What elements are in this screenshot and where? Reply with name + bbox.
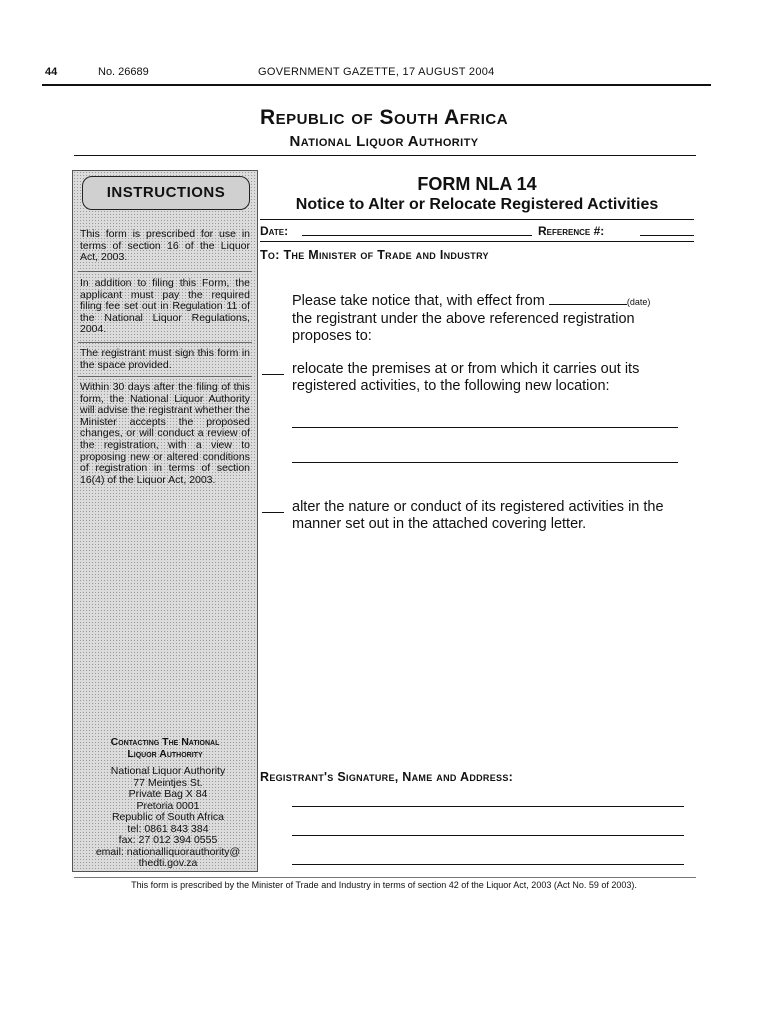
contact-line: email: nationalliquorauthority@ — [95, 845, 241, 858]
contact-details — [78, 766, 258, 870]
contact-line: Republic of South Africa — [111, 811, 225, 823]
alter-option-text: alter the nature or conduct of its registered activities in the manner set out in the attached covering letter. — [292, 499, 664, 532]
issue-number: No. 26689 — [98, 66, 149, 78]
contact-line: Private Bag X 84 — [128, 788, 208, 800]
contact-title-line: Liquor Authority — [127, 748, 203, 760]
instruction-paragraph: In addition to filing this Form, the applicant must pay the required filing fee set out in Regulation 11 of the National Liquor Regulations, 2004. — [80, 277, 250, 336]
new-location-line[interactable] — [292, 462, 678, 463]
republic-title: Republic of South Africa — [259, 106, 509, 129]
reference-field[interactable] — [640, 235, 694, 236]
sidebar-divider — [78, 342, 252, 343]
instruction-paragraph: The registrant must sign this form in the space provided. — [80, 347, 250, 371]
instruction-paragraph: Within 30 days after the filing of this form, the National Liquor Authority will advise the registrant whether the Minister accepts the proposed changes, or will conduct a review of the registration, with a view to proposing new or altered conditions of registration in terms of section 16(4) of the Liquor Act, 2003. — [80, 381, 250, 486]
contact-line: 77 Meintjes St. — [133, 776, 203, 789]
new-location-line[interactable] — [292, 427, 678, 428]
reference-label: Reference #: — [538, 224, 605, 238]
instructions-heading: INSTRUCTIONS — [82, 176, 250, 210]
contact-line: thedti.gov.za — [138, 857, 198, 869]
effective-date-field[interactable] — [549, 292, 627, 305]
header-rule — [42, 84, 711, 86]
contact-title-line: Contacting The National — [110, 736, 220, 748]
date-field[interactable] — [302, 235, 532, 236]
date-hint: (date) — [626, 297, 651, 307]
signature-line[interactable] — [292, 806, 684, 807]
footer-rule — [74, 877, 696, 878]
notice-part2: the registrant under the above referenced registration proposes to: — [292, 311, 635, 344]
form-subtitle: Notice to Alter or Relocate Registered Activities — [295, 196, 659, 213]
notice-part1: Please take notice that, with effect from — [292, 293, 545, 309]
sidebar-divider — [78, 271, 252, 272]
alter-checkbox[interactable] — [262, 512, 284, 513]
relocate-checkbox[interactable] — [262, 374, 284, 375]
contact-title — [78, 736, 252, 760]
signature-label: Registrant's Signature, Name and Address: — [260, 770, 514, 784]
title-rule — [74, 155, 696, 156]
contact-line: Pretoria 0001 — [136, 799, 200, 812]
sidebar-divider — [78, 376, 252, 377]
authority-title: National Liquor Authority — [289, 133, 479, 150]
form-rule — [260, 219, 694, 220]
contact-line: National Liquor Authority — [110, 765, 226, 777]
footer-text: This form is prescribed by the Minister of Trade and Industry in terms of section 42 of the Liquor Act, 2003 (Act No. 59 of 2003). — [131, 880, 637, 890]
date-label: Date: — [260, 224, 289, 238]
address-line[interactable] — [292, 864, 684, 865]
contact-line: tel: 0861 843 384 — [127, 822, 209, 835]
instruction-paragraph: This form is prescribed for use in terms of section 16 of the Liquor Act, 2003. — [80, 228, 250, 264]
form-title: FORM NLA 14 — [417, 174, 537, 194]
gazette-title: GOVERNMENT GAZETTE, 17 AUGUST 2004 — [258, 66, 495, 78]
contact-line: fax: 27 012 394 0555 — [118, 834, 218, 846]
addressee: To: The Minister of Trade and Industry — [260, 248, 489, 262]
page-number: 44 — [45, 66, 58, 78]
name-line[interactable] — [292, 835, 684, 836]
relocate-option-text: relocate the premises at or from which it carries out its registered activities, to the following new location: — [292, 361, 640, 394]
notice-text — [292, 292, 692, 345]
form-rule — [260, 241, 694, 242]
